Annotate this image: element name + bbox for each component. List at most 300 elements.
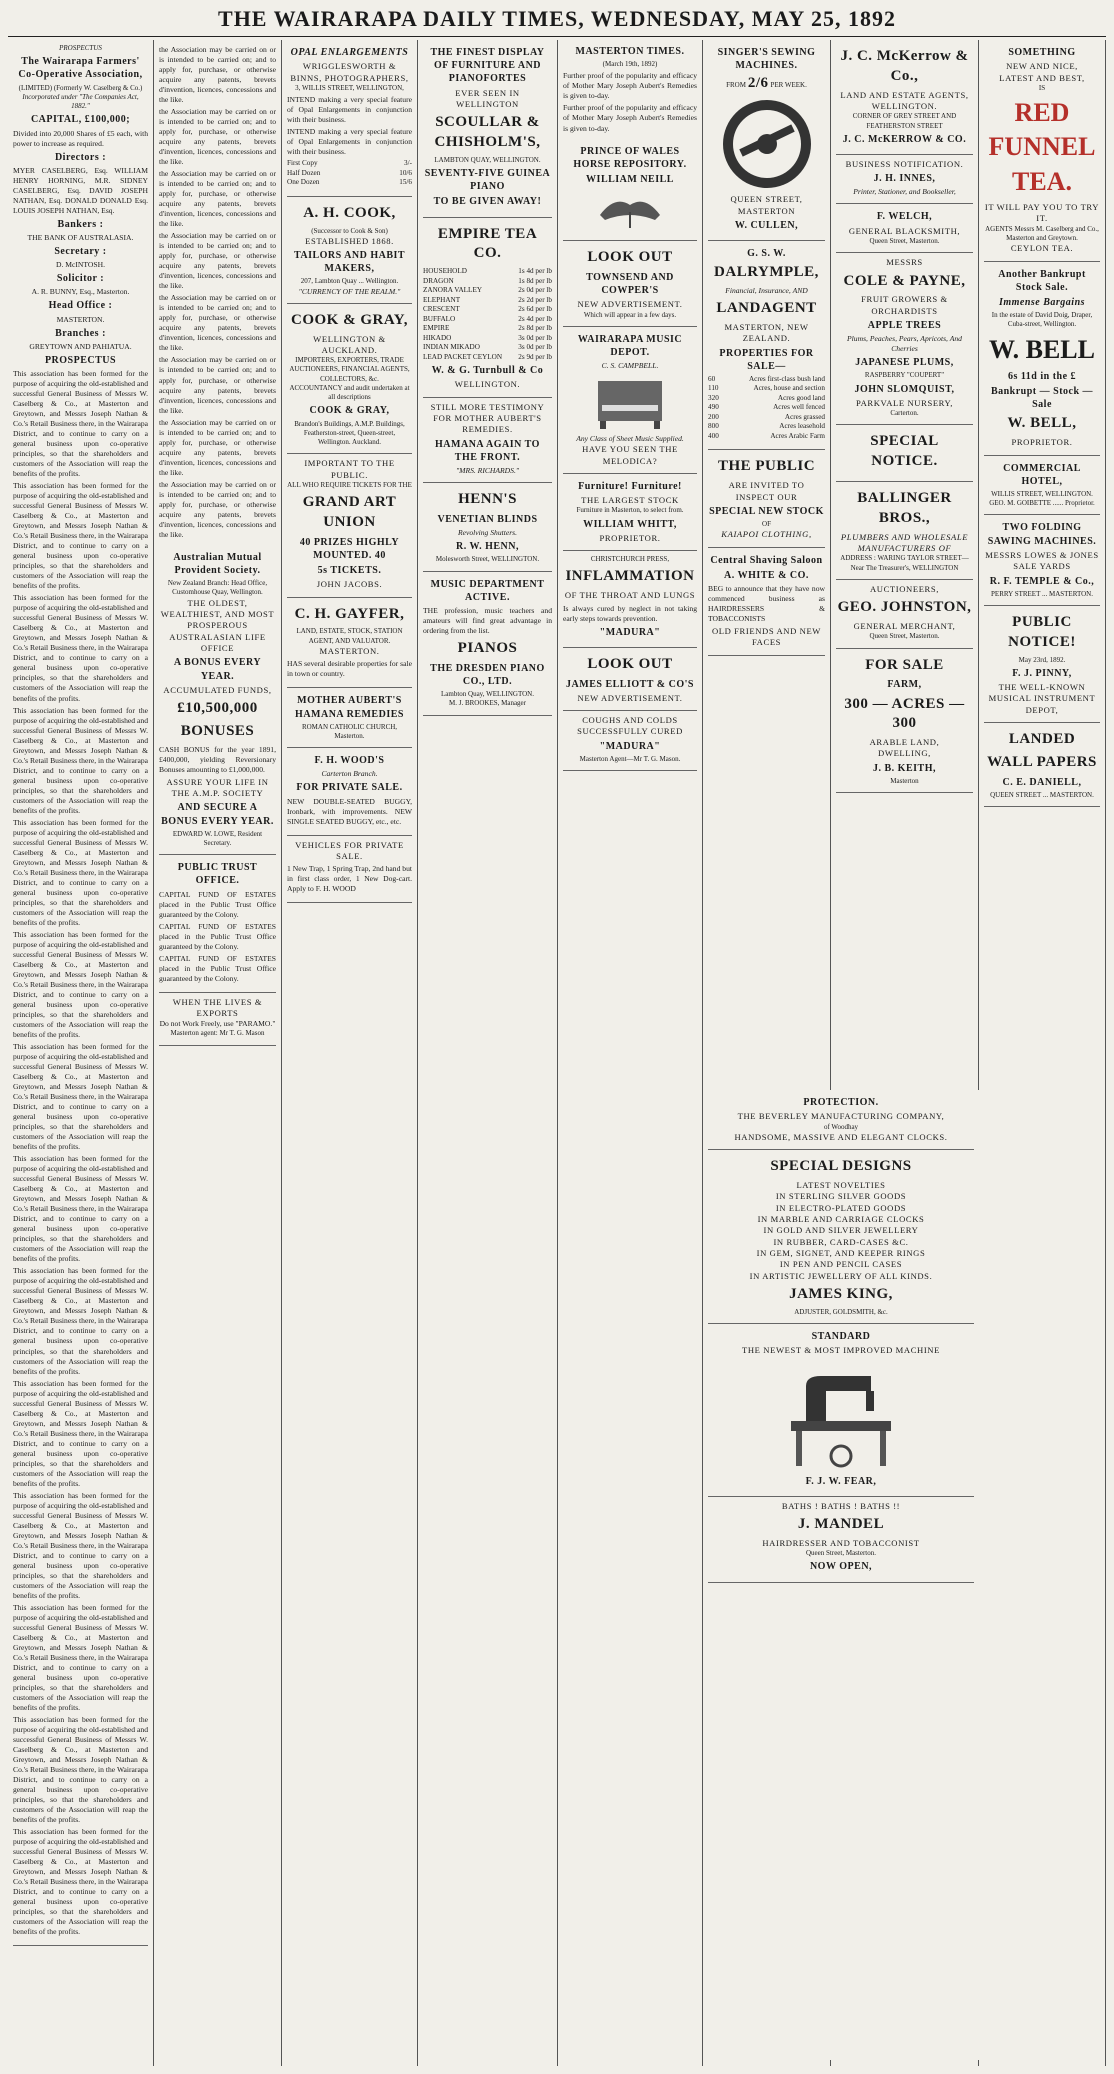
- sewing-machine-icon: [781, 1361, 901, 1471]
- properties-list: [708, 375, 825, 442]
- art-union-title: IMPORTANT TO THE PUBLIC.: [304, 458, 395, 480]
- prospectus-ad: [13, 40, 148, 1946]
- bankers-name: THE BANK OF AUSTRALASIA.: [27, 232, 134, 242]
- tea-row-value: 1s 8d per lb: [518, 276, 552, 285]
- prospectus-incorporated: Incorporated under "The Companies Act, 1882.": [22, 92, 139, 111]
- ballinger-sub: PLUMBERS AND WHOLESALE MANUFACTURERS OF: [840, 531, 969, 554]
- special-designs-title: SPECIAL DESIGNS: [770, 1158, 912, 1175]
- pinny-name: F. J. PINNY,: [1012, 667, 1072, 679]
- johnston-ad: [836, 580, 973, 649]
- saddle-icon: [595, 190, 665, 230]
- objects-text-6: the Association may be carried on or is intended to be carried on; and to apply for, purchase, or otherwise acquire any patents, brevets d'invention, licences, concessions and the like.: [159, 355, 276, 415]
- property-row-value: Acres first-class bush land: [748, 374, 825, 383]
- farm-acres: 300 — ACRES — 300: [844, 695, 965, 732]
- standard-ad: [708, 1324, 974, 1497]
- article-body-2: Further proof of the popularity and efficacy of Mother Mary Joseph Aubert's Remedies is given to-day.: [563, 103, 697, 133]
- article-title: MASTERTON TIMES.: [575, 46, 685, 57]
- prince-proprietor: WILLIAM NEILL: [586, 173, 674, 185]
- innes-name: J. H. INNES,: [873, 173, 936, 185]
- tea-row-value: 3s 0d per lb: [518, 333, 552, 342]
- tea-row-label: EMPIRE: [423, 324, 450, 333]
- tea-row-label: ELEPHANT: [423, 295, 461, 304]
- tea-row-value: 2s 8d per lb: [518, 324, 552, 333]
- tea-row: [423, 315, 552, 325]
- public-trust-ad: [159, 855, 276, 993]
- henn-address: Molesworth Street, WELLINGTON.: [435, 555, 540, 564]
- property-row-label: 320: [708, 393, 719, 402]
- secretary-name: D. McINTOSH.: [55, 260, 105, 270]
- tea-row: [423, 353, 552, 363]
- opal-address: 3, WILLIS STREET, WELLINGTON,: [295, 83, 404, 92]
- cook-gray-trade: IMPORTERS, EXPORTERS, TRADE AUCTIONEERS, FINANCIAL AGENTS, COLLECTORS, &c.: [289, 356, 410, 383]
- depot-title: WAIRARAPA MUSIC DEPOT.: [577, 333, 683, 359]
- amp-established: New Zealand Branch: Head Office, Customhouse Quay, Wellington.: [167, 579, 268, 597]
- music-dept-ad: [423, 572, 552, 716]
- art-union-main: GRAND ART UNION: [302, 494, 397, 530]
- prospectus-body-5: This association has been formed for the purpose of acquiring the old-established and successful General Business of Messrs W. Caselberg & Co., at Masterton and Greytown, and Messrs Joseph Nathan & Co.'s Retail Business there, in the Wairarapa District, and to continue to carry on a general business upon co-operative principles, so that the shareholders and customers of the Association will reap the benefits of the profits.: [13, 817, 148, 927]
- plated: IN ELECTRO-PLATED GOODS: [775, 1202, 907, 1213]
- property-row: [708, 432, 825, 442]
- article-body: Further proof of the popularity and efficacy of Mother Mary Joseph Aubert's Remedies is given to-day.: [563, 71, 697, 101]
- tea-row: [423, 334, 552, 344]
- column-3: [282, 40, 418, 2066]
- bell-title: W. BELL: [989, 334, 1095, 364]
- venetian-blinds: VENETIAN BLINDS: [437, 513, 538, 525]
- price-row-value: 15/6: [399, 178, 412, 187]
- property-row-value: Acres Arabic Farm: [770, 431, 825, 440]
- wall-papers-ad: [984, 723, 1100, 807]
- coughs-ad: [563, 711, 697, 771]
- cook-motto: "CURRENCY OF THE REALM.": [298, 286, 401, 296]
- bargains-title: Immense Bargains: [998, 296, 1086, 308]
- is-label: IS: [1038, 83, 1046, 92]
- pinny-sub: THE WELL-KNOWN MUSICAL INSTRUMENT DEPOT,: [988, 681, 1096, 715]
- beverley-title: THE BEVERLEY MANUFACTURING COMPANY,: [737, 1111, 945, 1122]
- coughs-title: COUGHS AND COLDS SUCCESSFULLY CURED: [577, 715, 683, 737]
- masthead: THE WAIRARAPA DAILY TIMES, WEDNESDAY, MAY 25, 1892: [218, 6, 896, 31]
- prospectus-body-14: This association has been formed for the purpose of acquiring the old-established and successful General Business of Messrs W. Caselberg & Co., at Masterton and Greytown, and Messrs Joseph Nathan & Co.'s Retail Business there, in the Wairarapa District, and to continue to carry on a general business upon co-operative principles, so that the shareholders and customers of the Association will reap the benefits of the profits.: [13, 1827, 148, 1937]
- singer-title: SINGER'S SEWING MACHINES.: [717, 47, 816, 72]
- property-row: [708, 413, 825, 423]
- price-row-label: First Copy: [287, 159, 318, 168]
- cook-address: 207, Lambton Quay ... Wellington.: [300, 277, 399, 286]
- welch-ad: [836, 204, 973, 253]
- art-union-agent: JOHN JACOBS.: [316, 579, 383, 590]
- sawing-title: TWO FOLDING SAWING MACHINES.: [987, 522, 1097, 547]
- tea-row: [423, 305, 552, 315]
- mckerrow-title: J. C. McKerrow & Co.,: [840, 48, 969, 84]
- property-row: [708, 394, 825, 404]
- mckerrow-office: CORNER OF GREY STREET AND FEATHERSTON STREET: [852, 112, 957, 130]
- slomquist-sub: PARKVALE NURSERY,: [856, 397, 953, 408]
- prospectus-body-12: This association has been formed for the purpose of acquiring the old-established and successful General Business of Messrs W. Caselberg & Co., at Masterton and Greytown, and Messrs Joseph Nathan & Co.'s Retail Business there, in the Wairarapa District, and to continue to carry on a general business upon co-operative principles, so that the shareholders and customers of the Association will reap the benefits of the profits.: [13, 1602, 148, 1713]
- branches-name: GREYTOWN AND PAHIATUA.: [29, 341, 132, 351]
- apple-trees: APPLE TREES: [867, 320, 942, 332]
- welch-location: Queen Street, Masterton.: [869, 237, 940, 246]
- public-trust-text: CAPITAL FUND OF ESTATES placed in the Public Trust Office guaranteed by the Colony.: [159, 889, 276, 919]
- inflammation-title: INFLAMMATION: [565, 568, 695, 585]
- dalrymple-sub: Financial, Insurance, AND: [725, 286, 808, 296]
- tea-row-value: 2s 6d per lb: [518, 305, 552, 314]
- it-will-pay: IT WILL PAY YOU TO TRY IT.: [984, 202, 1100, 224]
- pens: IN PEN AND PENCIL CASES: [779, 1259, 903, 1270]
- elliott-lookout: LOOK OUT: [587, 655, 673, 672]
- townsend-lookout: LOOK OUT: [587, 249, 673, 266]
- amp-bonus: A BONUS EVERY YEAR.: [173, 657, 262, 682]
- plums-etc: Plums, Peaches, Pears, Apricots, And Cherries: [847, 334, 962, 354]
- objects-text: the Association may be carried on or is intended to be carried on; and to apply for, purchase, or otherwise acquire any patents, brevets d'invention, licences, concessions and the like.: [159, 45, 276, 105]
- novelties: LATEST NOVELTIES: [796, 1179, 886, 1190]
- bonuses-title: BONUSES: [180, 722, 255, 739]
- turnbull-title: W. & G. Turnbull & Co: [431, 365, 544, 377]
- mandel-sub: HAIRDRESSER AND TOBACCONIST: [762, 1537, 920, 1548]
- art-union-tickets: 5s TICKETS.: [317, 565, 382, 577]
- tea-row: [423, 324, 552, 334]
- slomquist-location: Carterton.: [890, 409, 919, 418]
- tea-row-value: 2s 0d per lb: [518, 286, 552, 295]
- property-row: [708, 375, 825, 385]
- king-title: JAMES KING,: [789, 1286, 893, 1302]
- tea-row-label: DRAGON: [423, 276, 454, 285]
- column-8: [979, 40, 1106, 2066]
- melodica: HAVE YOU SEEN THE MELODICA?: [582, 444, 678, 466]
- sawing-sale: SALE YARDS: [1013, 561, 1071, 572]
- tea-row-label: LEAD PACKET CEYLON: [423, 352, 503, 361]
- cook-ad: [287, 197, 412, 304]
- opal-body: INTEND making a very special feature of Opal Enlargements in conjunction with their business.: [287, 95, 412, 125]
- art-union-ad: [287, 454, 412, 597]
- farm-dwelling: DWELLING,: [878, 748, 931, 759]
- masthead-rule: [8, 36, 1106, 37]
- testimony-title: STILL MORE TESTIMONY FOR MOTHER AUBERT'S REMEDIES.: [430, 401, 545, 435]
- mother-aubert-ad: [287, 688, 412, 748]
- column-1: [8, 40, 154, 2066]
- cook-trade: TAILORS AND HABIT MAKERS,: [293, 250, 406, 275]
- revolving-shutters: Revolving Shutters.: [457, 528, 518, 538]
- commercial-name: GEO. M. GOIBETTE ...... Proprietor.: [989, 499, 1095, 508]
- opal-ad: [287, 40, 412, 197]
- public-trust-text-3: CAPITAL FUND OF ESTATES placed in the Public Trust Office guaranteed by the Colony.: [159, 953, 276, 983]
- press-title: CHRISTCHURCH PRESS,: [590, 555, 670, 564]
- farm-arable: ARABLE LAND,: [869, 737, 940, 748]
- rc-church: ROMAN CATHOLIC CHURCH, Masterton.: [301, 722, 398, 740]
- mckerrow-name: J. C. McKERROW & CO.: [842, 133, 967, 145]
- madura-agent: Masterton Agent—Mr T. G. Mason.: [579, 755, 681, 764]
- cook-gray-accountancy: ACCOUNTANCY and audit undertaken at all descriptions: [289, 383, 410, 402]
- rubber: IN RUBBER, CARD-CASES &C.: [773, 1236, 909, 1247]
- cook-gray-subtitle: WELLINGTON & AUCKLAND.: [313, 333, 386, 355]
- prospectus-kicker: PROSPECTUS: [59, 44, 102, 52]
- piano-sub: EVER SEEN IN WELLINGTON: [455, 87, 520, 109]
- whitt-name: WILLIAM WHITT,: [583, 518, 677, 530]
- prospectus-body-4: This association has been formed for the purpose of acquiring the old-established and successful General Business of Messrs W. Caselberg & Co., at Masterton and Greytown, and Messrs Joseph Nathan & Co.'s Retail Business there, in the Wairarapa District, and to continue to carry on a general business upon co-operative principles, so that the shareholders and customers of the Association will reap the benefits of the profits.: [13, 705, 148, 815]
- public-notice-date: May 23rd, 1892.: [1018, 655, 1066, 664]
- wood-ad: [287, 748, 412, 835]
- bonuses-text: CASH BONUS for the year 1891, £400,000, yielding Reversionary Bonuses amounting to £1,000,000.: [159, 744, 276, 774]
- dalrymple-title: DALRYMPLE,: [714, 264, 819, 281]
- mckerrow-ad: [836, 40, 973, 155]
- mother-aubert-title: MOTHER AUBERT'S HAMANA REMEDIES: [295, 695, 404, 720]
- property-row: [708, 403, 825, 413]
- prince-wales-ad: [563, 139, 697, 242]
- price-row-value: 3/-: [404, 159, 412, 168]
- cole-title: COLE & PAYNE,: [843, 272, 966, 289]
- tea-row-label: ZANORA VALLEY: [423, 286, 483, 295]
- property-row-label: 200: [708, 412, 719, 421]
- wall-papers-title: WALL PAPERS: [987, 753, 1097, 770]
- amp-manager: EDWARD W. LOWE, Resident Secretary.: [172, 829, 263, 847]
- property-row-label: 60: [708, 374, 716, 383]
- property-row-label: 400: [708, 431, 719, 440]
- temple-name: R. F. TEMPLE & Co.,: [989, 575, 1095, 587]
- depot-note: Any Class of Sheet Music Supplied.: [576, 434, 684, 444]
- tea-row: [423, 296, 552, 306]
- seventy-five-title: SEVENTY-FIVE GUINEA PIANO: [424, 168, 551, 193]
- temple-address: PERRY STREET ... MASTERTON.: [991, 589, 1093, 598]
- public-ad: [708, 450, 825, 547]
- innes-sub: Printer, Stationer, and Bookseller,: [853, 187, 956, 197]
- tea-row-label: HOUSEHOLD: [423, 267, 467, 276]
- opal-price-list: [287, 159, 412, 188]
- opal-body-2: INTEND making a very special feature of Opal Enlargements in conjunction with their business.: [287, 127, 412, 157]
- tea-row-label: BUFFALO: [423, 314, 456, 323]
- property-row: [708, 384, 825, 394]
- art-union-prizes: 40 PRIZES HIGHLY MOUNTED. 40: [299, 536, 400, 561]
- singer-logo-icon: [721, 98, 813, 190]
- keith-location: Masterton: [890, 777, 919, 785]
- daniell-address: QUEEN STREET ... MASTERTON.: [990, 790, 1094, 799]
- prospectus-body-2: This association has been formed for the purpose of acquiring the old-established and successful General Business of Messrs W. Caselberg & Co., at Masterton and Greytown, and Messrs Joseph Nathan & Co.'s Retail Business there, in the Wairarapa District, and to continue to carry on a general business upon co-operative principles, so that the shareholders and customers of the Association will reap the benefits of the profits.: [13, 481, 148, 591]
- amp-funds-title: ACCUMULATED FUNDS,: [163, 684, 272, 695]
- property-row-value: Acres good land: [777, 393, 825, 402]
- music-depot-ad: [563, 327, 697, 474]
- prospectus-subtitle: (LIMITED) (Formerly W. Caselberg & Co.): [18, 83, 143, 92]
- bankrupt-title: Another Bankrupt Stock Sale.: [998, 268, 1086, 293]
- johnston-title: GEO. JOHNSTON,: [837, 599, 972, 616]
- organ-icon: [590, 375, 670, 430]
- empire-tea-list: [423, 267, 552, 362]
- king-sub: ADJUSTER, GOLDSMITH, &c.: [794, 1307, 888, 1316]
- piano-title: THE FINEST DISPLAY OF FURNITURE AND PIANOFORTES: [430, 47, 545, 85]
- column-4: [418, 40, 558, 2066]
- properties-title: PROPERTIES FOR SALE—: [719, 347, 814, 372]
- something-title: SOMETHING: [1008, 47, 1076, 58]
- art-union-sub: ALL WHO REQUIRE TICKETS FOR THE: [287, 480, 412, 489]
- gayfer-body: HAS several desirable properties for sale in town or country.: [287, 659, 412, 679]
- empire-tea-ad: [423, 218, 552, 398]
- sawing-ad: [984, 515, 1100, 605]
- commercial-hotel-ad: [984, 456, 1100, 516]
- vehicles-title: VEHICLES FOR PRIVATE SALE.: [295, 839, 404, 861]
- amp-subtitle: Australian Mutual Provident Society.: [173, 551, 262, 576]
- prospectus-body-11: This association has been formed for the purpose of acquiring the old-established and successful General Business of Messrs W. Caselberg & Co., at Masterton and Greytown, and Messrs Joseph Nathan & Co.'s Retail Business there, in the Wairarapa District, and to continue to carry on a general business upon co-operative principles, so that the shareholders and customers of the Association will reap the benefits of the profits.: [13, 1490, 148, 1600]
- column-2: [154, 40, 282, 2066]
- landed-title: LANDED: [1008, 730, 1076, 747]
- testimony-ad: [423, 398, 552, 483]
- objects-text-5: the Association may be carried on or is intended to be carried on; and to apply for, purchase, or otherwise acquire any patents, brevets d'invention, licences, concessions and the like.: [159, 293, 276, 353]
- innes-title: BUSINESS NOTIFICATION.: [845, 158, 964, 169]
- cook-established: ESTABLISHED 1868.: [305, 235, 394, 246]
- assure-subtitle: AND SECURE A BONUS EVERY YEAR.: [161, 802, 274, 827]
- private-sale-items: NEW DOUBLE-SEATED BUGGY, Ironbark, with improvements. NEW SINGLE SEATED BUGGY, etc., etc.: [287, 796, 412, 826]
- cook-subtitle: (Successor to Cook & Son): [311, 226, 388, 235]
- prospectus-body-9: This association has been formed for the purpose of acquiring the old-established and successful General Business of Messrs W. Caselberg & Co., at Masterton and Greytown, and Messrs Joseph Nathan & Co.'s Retail Business there, in the Wairarapa District, and to continue to carry on a general business upon co-operative principles, so that the shareholders and customers of the Association will reap the benefits of the profits.: [13, 1266, 148, 1376]
- protection-title: PROTECTION.: [803, 1097, 879, 1108]
- mandel-title: J. MANDEL: [797, 1516, 885, 1533]
- objects-text-2: the Association may be carried on or is intended to be carried on; and to apply for, purchase, or otherwise acquire any patents, brevets d'invention, licences, concessions and the like.: [159, 107, 276, 167]
- landagent-title: LANDAGENT: [716, 300, 817, 317]
- price-row-label: One Dozen: [287, 178, 320, 187]
- scoullar-ad: [423, 40, 552, 218]
- price-row: [287, 169, 412, 179]
- cook-title: A. H. COOK,: [303, 204, 396, 221]
- mandel-open: NOW OPEN,: [809, 1561, 873, 1573]
- bell-proprietor: W. BELL,: [1007, 415, 1077, 432]
- cook-gray-address: Brandon's Buildings, A.M.P. Buildings, Featherston-street, Queen-street, Wellington. Auckland.: [294, 419, 405, 447]
- cole-messrs: MESSRS: [886, 257, 923, 268]
- gem: IN GEM, SIGNET, AND KEEPER RINGS: [756, 1247, 926, 1258]
- objects-text-4: the Association may be carried on or is intended to be carried on; and to apply for, purchase, or otherwise acquire any patents, brevets d'invention, licences, concessions and the like.: [159, 231, 276, 291]
- tea-row: [423, 343, 552, 353]
- assure-title: ASSURE YOUR LIFE IN THE A.M.P. SOCIETY: [166, 776, 269, 799]
- new-and-nice: NEW AND NICE,: [1006, 61, 1078, 72]
- prospectus-capital: CAPITAL, £100,000;: [30, 114, 131, 126]
- singer-ad: [708, 40, 825, 241]
- vehicles-text: 1 New Trap, 1 Spring Trap, 2nd hand but in first class order, 1 New Dog-cart. Apply to F. H. WOOD: [287, 864, 412, 894]
- prospectus-body-8: This association has been formed for the purpose of acquiring the old-established and successful General Business of Messrs W. Caselberg & Co., at Masterton and Greytown, and Messrs Joseph Nathan & Co.'s Retail Business there, in the Wairarapa District, and to continue to carry on a general business upon co-operative principles, so that the shareholders and customers of the Association will reap the benefits of the profits.: [13, 1154, 148, 1264]
- prospectus-section: PROSPECTUS: [44, 354, 117, 366]
- dresden-title: THE DRESDEN PIANO CO., LTD.: [430, 662, 545, 688]
- bell-proprietor-sub: PROPRIETOR.: [1011, 437, 1073, 448]
- amp-oldest: THE OLDEST, WEALTHIEST, AND MOST PROSPEROUS AUSTRALASIAN LIFE OFFICE: [160, 597, 275, 653]
- latest-best: LATEST AND BEST,: [999, 72, 1085, 83]
- elliott-sub: NEW ADVERTISEMENT.: [577, 692, 683, 703]
- property-row: [708, 422, 825, 432]
- property-row-label: 800: [708, 422, 719, 431]
- objects-text-3: the Association may be carried on or is intended to be carried on; and to apply for, purchase, or otherwise acquire any patents, brevets d'invention, licences, concessions and the like.: [159, 169, 276, 229]
- tea-row-value: 2s 9d per lb: [518, 352, 552, 361]
- public-title: THE PUBLIC: [717, 458, 816, 475]
- henn-title: HENN'S: [458, 491, 517, 508]
- shaving-body: BEG to announce that they have now commenced business as HAIRDRESSERS & TOBACCONISTS: [708, 584, 825, 624]
- bell-ad: [984, 262, 1100, 456]
- madura-title: "MADURA": [599, 626, 661, 638]
- dresden-manager: M. J. BROOKES, Manager: [449, 699, 526, 708]
- farm-label: FARM,: [887, 679, 922, 691]
- tea-row-value: 2s 2d per lb: [518, 295, 552, 304]
- gsw-title: G. S. W.: [747, 248, 786, 260]
- cole-payne-ad: [836, 253, 973, 425]
- keith-name: J. B. KEITH,: [873, 762, 936, 774]
- dalrymple-location: MASTERTON, NEW ZEALAND.: [724, 321, 809, 344]
- townsend-note: Which will appear in a few days.: [583, 310, 677, 319]
- special-notice-ad: [836, 425, 973, 482]
- gold: IN GOLD AND SILVER JEWELLERY: [763, 1225, 919, 1236]
- tea-row-label: CRESCENT: [423, 305, 460, 314]
- price-row-value: 10/6: [399, 168, 412, 177]
- turnbull-location: WELLINGTON.: [454, 379, 521, 390]
- office-name: MASTERTON.: [56, 314, 105, 324]
- elliott-title: JAMES ELLIOTT & CO'S: [566, 678, 694, 690]
- elliott-ad: [563, 648, 697, 711]
- singer-week: PER WEEK.: [770, 81, 807, 90]
- special-designs-ad: [708, 1150, 974, 1324]
- sawing-firm: MESSRS LOWES & JONES: [985, 549, 1099, 560]
- fear-title: F. J. W. FEAR,: [805, 1475, 877, 1487]
- inflammation-ad: [563, 551, 697, 648]
- marble: IN MARBLE AND CARRIAGE CLOCKS: [757, 1213, 925, 1224]
- music-body: THE profession, music teachers and amateurs will find great advantage in ordering from the list.: [423, 605, 552, 636]
- singer-price-line: [708, 74, 825, 94]
- johnston-trade: GENERAL MERCHANT,: [853, 620, 956, 631]
- prospectus-body-3: This association has been formed for the purpose of acquiring the old-established and successful General Business of Messrs W. Caselberg & Co., at Masterton and Greytown, and Messrs Joseph Nathan & Co.'s Retail Business there, in the Wairarapa District, and to continue to carry on a general business upon co-operative principles, so that the shareholders and customers of the Association will reap the benefits of the profits.: [13, 593, 148, 703]
- public-notice-title: PUBLIC NOTICE!: [1008, 613, 1076, 650]
- cook-gray-title: COOK & GRAY,: [291, 311, 408, 328]
- tea-row-label: HIKADO: [423, 333, 452, 342]
- amp-funds: £10,500,000: [177, 700, 258, 717]
- townsend-title: TOWNSEND AND COWPER'S: [586, 271, 674, 297]
- sterling: IN STERLING SILVER GOODS: [775, 1191, 907, 1202]
- furniture-sub2: Furniture in Masterton, to select from.: [576, 506, 684, 515]
- branches-title: Branches :: [55, 327, 106, 339]
- gayfer-location: MASTERTON.: [319, 645, 380, 656]
- dalrymple-ad: [708, 241, 825, 450]
- tea-row: [423, 286, 552, 296]
- price-row-label: Half Dozen: [287, 168, 321, 177]
- prospectus-body-7: This association has been formed for the purpose of acquiring the old-established and successful General Business of Messrs W. Caselberg & Co., at Masterton and Greytown, and Messrs Joseph Nathan & Co.'s Retail Business there, in the Wairarapa District, and to continue to carry on a general business upon co-operative principles, so that the shareholders and customers of the Association will reap the benefits of the profits.: [13, 1042, 148, 1152]
- inflammation-body: Is always cured by neglect in not taking early steps towards prevention.: [563, 603, 697, 623]
- price-row: [287, 178, 412, 188]
- innes-ad: [836, 155, 973, 205]
- prospectus-body: This association has been formed for the purpose of acquiring the old-established and successful General Business of Messrs W. Caselberg & Co., at Masterton and Greytown, and Messrs Joseph Nathan & Co.'s Retail Business there, in the Wairarapa District, and to continue to carry on a general business upon co-operative principles, so that the shareholders and customers of the Association will reap the benefits of the profits.: [13, 369, 148, 479]
- furniture-sub: THE LARGEST STOCK: [581, 495, 679, 506]
- watches-title: HANDSOME, MASSIVE AND ELEGANT CLOCKS.: [734, 1131, 948, 1142]
- office-title: Head Office :: [48, 300, 113, 312]
- price-row: [287, 159, 412, 169]
- property-row-value: Acres, house and section: [753, 384, 825, 393]
- protection-ad: [708, 1090, 974, 1150]
- cook-gray-name: COOK & GRAY,: [309, 405, 390, 417]
- singer-price: 2/6: [747, 75, 769, 92]
- commercial-title: COMMERCIAL HOTEL,: [1003, 462, 1081, 487]
- townsend-sub: NEW ADVERTISEMENT.: [577, 299, 683, 310]
- property-row-value: Acres leasehold: [779, 422, 825, 431]
- farm-sale-title: FOR SALE: [865, 656, 944, 673]
- tea-row-value: 1s 4d per lb: [518, 267, 552, 276]
- cook-gray-ad: [287, 304, 412, 455]
- tea-row: [423, 267, 552, 277]
- masterton-times-article: [563, 40, 697, 139]
- tea-row: [423, 277, 552, 287]
- henn-ad: [423, 483, 552, 571]
- shaving-firm: A. WHITE & CO.: [724, 569, 809, 581]
- johnston-auctioneers: AUCTIONEERS,: [869, 583, 940, 594]
- property-row-value: Acres well fenced: [773, 403, 825, 412]
- public-sub: ARE INVITED TO INSPECT OUR: [728, 480, 805, 502]
- ceylon-tea: CEYLON TEA.: [1010, 243, 1074, 254]
- baths: BATHS ! BATHS ! BATHS !!: [781, 1500, 901, 1511]
- testimony-signed: "MRS. RICHARDS.": [455, 466, 520, 476]
- private-sale-title: FOR PRIVATE SALE.: [296, 782, 403, 794]
- ballinger-address: ADDRESS : WARING TAYLOR STREET—Near The Treasurer's, WELLINGTON: [840, 554, 969, 572]
- lower-jewelry-section: [703, 1090, 979, 2060]
- tea-row-value: 3s 0d per lb: [518, 343, 552, 352]
- wood-title: F. H. WOOD'S: [314, 755, 385, 767]
- kaiapoi-clothing: KAIAPOI CLOTHING,: [721, 529, 812, 540]
- furniture-ad: [563, 474, 697, 551]
- prince-title: PRINCE OF WALES HORSE REPOSITORY.: [573, 145, 687, 170]
- public-trust-title: PUBLIC TRUST OFFICE.: [177, 862, 258, 887]
